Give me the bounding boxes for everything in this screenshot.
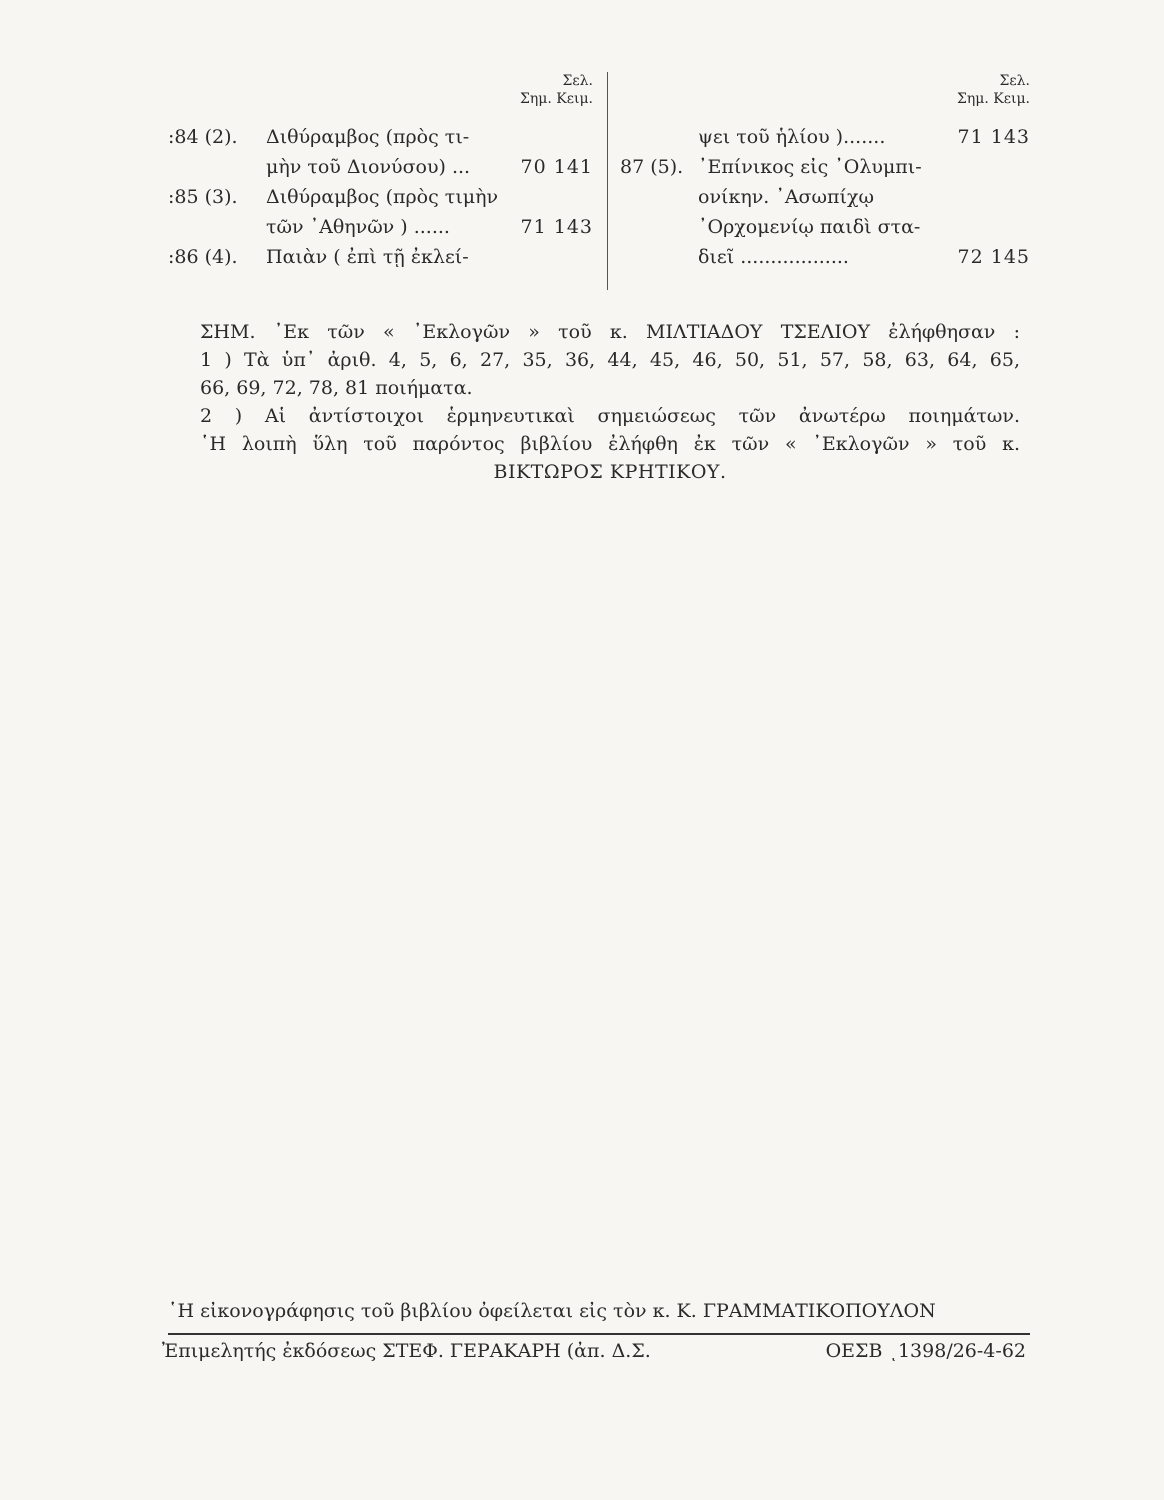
note-line: ΒΙΚΤΩΡΟΣ ΚΡΗΤΙΚΟΥ. — [493, 461, 727, 483]
footer-divider — [168, 1333, 1030, 1335]
print-code: ΟΕΣΒ ͺ1398/26-4-62 — [825, 1340, 1026, 1362]
entry-title: μὴν τοῦ Διονύσου) ... — [266, 156, 471, 178]
index-row — [620, 242, 1030, 272]
note-line: ῾Η λοιπὴ ὕλη τοῦ παρόντος βιβλίου ἐλήφθη ἐκ τῶν « ᾿Εκλογῶν » τοῦ κ. — [200, 433, 1020, 455]
entry-pages: 71 143 — [520, 216, 593, 238]
header-notes-text-label: Σημ. Κειμ. — [519, 91, 593, 107]
index-row — [168, 212, 593, 242]
editorial-note — [200, 318, 1020, 486]
column-header — [168, 72, 593, 108]
entry-title: ᾿Επίνικος εἰς ᾿Ολυμπι- — [698, 156, 922, 178]
entry-title: ψει τοῦ ἡλίου )....... — [698, 126, 886, 148]
index-row — [620, 122, 1030, 152]
entry-title: Διθύραμβος (πρὸς τι- — [266, 126, 470, 148]
note-line: 2 ) Αἱ ἀντίστοιχοι ἑρμηνευτικαὶ σημειώσεως τῶν ἀνωτέρω ποιημάτων. — [200, 405, 1020, 427]
entry-number: :85 (3). — [168, 186, 238, 208]
entry-title: Διθύραμβος (πρὸς τιμὴν — [266, 186, 499, 208]
entry-title: ᾿Ορχομενίῳ παιδὶ στα- — [698, 216, 921, 238]
entry-number: 87 (5). — [620, 156, 684, 178]
note-line: 66, 69, 72, 78, 81 ποιήματα. — [200, 377, 473, 399]
entry-pages: 70 141 — [520, 156, 593, 178]
entry-title: διεῖ .................. — [698, 246, 849, 268]
entry-pages: 72 145 — [957, 246, 1030, 268]
column-header — [620, 72, 1030, 108]
note-line: 1 ) Τὰ ὑπ᾿ ἀριθ. 4, 5, 6, 27, 35, 36, 44, 45, 46, 50, 51, 57, 58, 63, 64, 65, — [200, 349, 1020, 371]
entry-number: :86 (4). — [168, 246, 238, 268]
column-divider — [607, 72, 608, 290]
index-row — [168, 242, 593, 272]
entry-title: ονίκην. ᾿Ασωπίχῳ — [698, 186, 874, 208]
entry-title: τῶν ᾿Αθηνῶν ) ...... — [266, 216, 450, 238]
index-row — [620, 152, 1030, 182]
publication-credit — [162, 1340, 1026, 1362]
header-pages-label: Σελ. — [999, 73, 1030, 89]
header-notes-text-label: Σημ. Κειμ. — [956, 91, 1030, 107]
index-row — [168, 182, 593, 212]
entry-pages: 71 143 — [957, 126, 1030, 148]
index-left-column — [168, 72, 593, 272]
index-row — [620, 212, 1030, 242]
index-right-column — [620, 72, 1030, 272]
note-line: ΣΗΜ. ᾿Εκ τῶν « ᾿Εκλογῶν » τοῦ κ. ΜΙΛΤΙΑΔΟΥ ΤΣΕΛΙΟΥ ἐλήφθησαν : — [200, 321, 1020, 343]
index-row — [168, 122, 593, 152]
index-row — [620, 182, 1030, 212]
index-row — [168, 152, 593, 182]
entry-number: :84 (2). — [168, 126, 238, 148]
editor-credit: Ἐπιμελητής ἐκδόσεως ΣΤΕΦ. ΓΕΡΑΚΑΡΗ (ἀπ. Δ.Σ. — [162, 1340, 651, 1362]
illustration-credit: ῾Η εἰκονογράφησις τοῦ βιβλίου ὀφείλεται εἰς τὸν κ. Κ. ΓΡΑΜΜΑΤΙΚΟΠΟΥΛΟΝ — [168, 1300, 936, 1322]
header-pages-label: Σελ. — [562, 73, 593, 89]
entry-title: Παιὰν ( ἐπὶ τῇ ἐκλεί- — [266, 246, 469, 268]
